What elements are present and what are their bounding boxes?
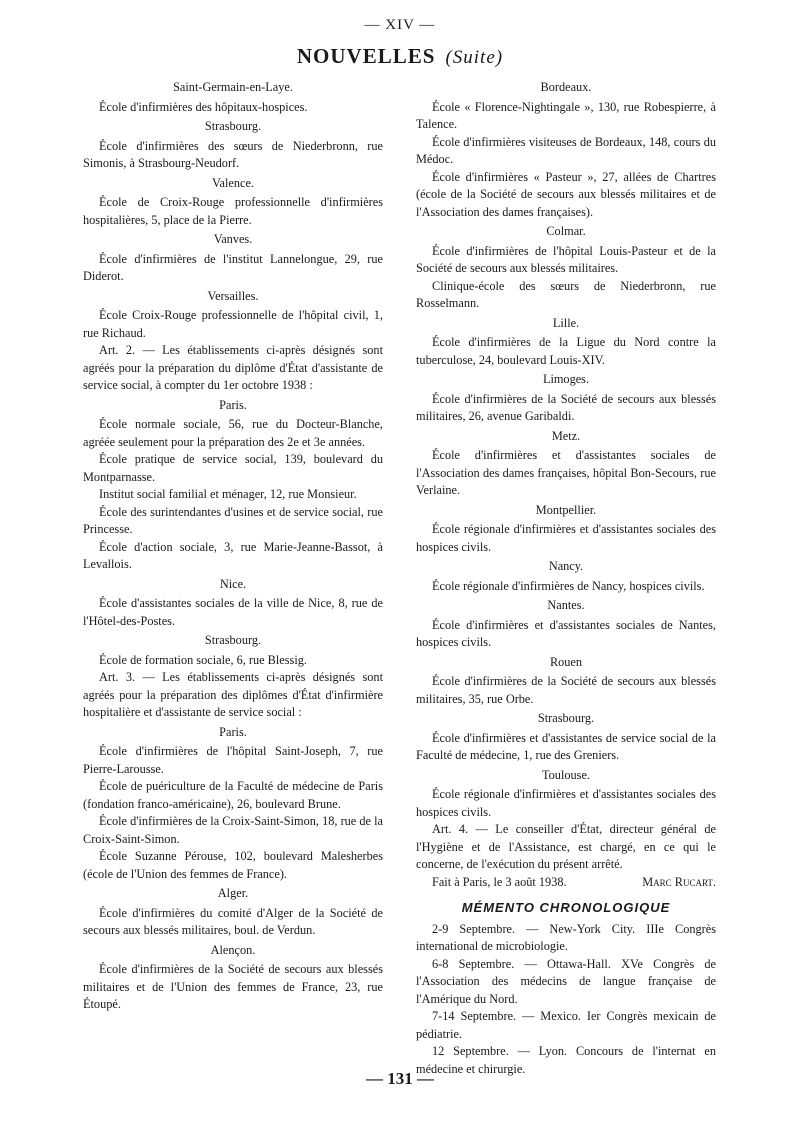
left-paragraph: École Suzanne Pérouse, 102, boulevard Malesherbes (école de l'Union des femmes de France). <box>83 849 383 881</box>
left-city-heading: Vanves. <box>213 232 253 246</box>
left-paragraph: École de formation sociale, 6, rue Blessig. <box>99 652 307 667</box>
right-paragraph: École régionale d'infirmières de Nancy, hospices civils. <box>432 578 705 593</box>
right-paragraph: École d'infirmières de l'hôpital Louis-Pasteur et de la Société de secours aux blessés militaires. <box>416 243 716 275</box>
right-paragraph: Clinique-école des sœurs de Niederbronn, rue Rosselmann. <box>416 278 716 310</box>
right-city-heading: Toulouse. <box>542 767 590 782</box>
left-paragraph: École pratique de service social, 139, boulevard du Montparnasse. <box>83 452 383 484</box>
right-city-heading: Rouen <box>549 654 583 669</box>
right-paragraph: École « Florence-Nightingale », 130, rue Robespierre, à Talence. <box>416 99 716 131</box>
right-city-heading: Nancy. <box>548 559 584 573</box>
left-city-heading: Paris. <box>219 724 247 739</box>
right-paragraph: École d'infirmières visiteuses de Bordeaux, 148, cours du Médoc. <box>416 134 716 166</box>
right-city-heading: Strasbourg. <box>537 711 595 725</box>
right-column-body <box>416 79 716 874</box>
right-paragraph: École d'infirmières de la Ligue du Nord contre la tuberculose, 24, boulevard Louis-XIV. <box>416 335 716 367</box>
left-paragraph: École de puériculture de la Faculté de médecine de Paris (fondation franco-américaine), 26, boulevard Brune. <box>83 779 383 811</box>
right-column <box>416 77 716 1078</box>
right-paragraph: École d'infirmières et d'assistantes sociales de Nantes, hospices civils. <box>416 617 716 649</box>
right-city-heading: Lille. <box>552 315 580 330</box>
right-paragraph: École d'infirmières et d'assistantes sociales de l'Association des dames françaises, hôpital Bon-Secours, rue Verlaine. <box>416 448 716 497</box>
left-city-heading: Valence. <box>212 175 254 190</box>
left-paragraph: Institut social familial et ménager, 12, rue Monsieur. <box>99 487 357 501</box>
left-city-heading: Alençon. <box>210 942 256 957</box>
memento-item: 2-9 Septembre. — New-York City. IIIe Congrès international de microbiologie. <box>416 921 716 953</box>
left-paragraph: École d'infirmières du comité d'Alger de la Société de secours aux blessés militaires, boul. de Verdun. <box>83 905 383 937</box>
memento-item: 12 Septembre. — Lyon. Concours de l'internat en médecine et chirurgie. <box>416 1044 716 1076</box>
left-city-heading: Strasbourg. <box>204 119 262 133</box>
left-city-heading: Paris. <box>219 397 247 412</box>
left-paragraph: École d'action sociale, 3, rue Marie-Jeanne-Bassot, à Levallois. <box>83 539 383 571</box>
left-city-heading: Versailles. <box>207 288 259 303</box>
left-city-heading: Alger. <box>217 886 249 900</box>
page-title <box>0 44 800 69</box>
right-city-heading: Montpellier. <box>535 502 597 517</box>
left-column <box>83 77 383 1014</box>
memento-title: MÉMENTO CHRONOLOGIQUE <box>461 900 671 915</box>
left-paragraph: Art. 3. — Les établissements ci-après désignés sont agréés pour la préparation des diplômes d'État d'infirmière hospitalière et d'assistante de service social : <box>83 670 383 719</box>
left-city-heading: Saint-Germain-en-Laye. <box>173 80 293 94</box>
left-paragraph: École d'assistantes sociales de la ville de Nice, 8, rue de l'Hôtel-des-Postes. <box>83 596 383 628</box>
left-paragraph: École d'infirmières de l'hôpital Saint-Joseph, 7, rue Pierre-Larousse. <box>83 744 383 776</box>
right-city-heading: Metz. <box>551 428 581 443</box>
left-paragraph: École d'infirmières des hôpitaux-hospices. <box>99 99 308 114</box>
right-paragraph: École d'infirmières de la Société de secours aux blessés militaires, 26, avenue Garibaldi. <box>416 391 716 423</box>
signoff-signature: Marc Rucart. <box>642 874 716 889</box>
left-paragraph: École d'infirmières de la Société de secours aux blessés militaires et de l'Union des femmes de France, 23, rue Étoupé. <box>83 962 383 1011</box>
left-paragraph: École des surintendantes d'usines et de service social, rue Princesse. <box>83 504 383 536</box>
right-paragraph: École d'infirmières « Pasteur », 27, allées de Chartres (école de la Société de secours aux blessés militaires et de l'Association des dames françaises). <box>416 169 716 219</box>
left-paragraph: École d'infirmières de l'institut Lannelongue, 29, rue Diderot. <box>83 251 383 283</box>
left-paragraph: École de Croix-Rouge professionnelle d'infirmières hospitalières, 5, place de la Pierre. <box>83 195 383 227</box>
left-city-heading: Strasbourg. <box>204 633 262 647</box>
page-roman-numeral: — XIV — <box>364 17 436 33</box>
right-paragraph: École régionale d'infirmières et d'assistantes sociales des hospices civils. <box>416 522 716 554</box>
right-city-heading: Nantes. <box>547 598 585 612</box>
left-paragraph: École Croix-Rouge professionnelle de l'hôpital civil, 1, rue Richaud. <box>83 308 383 340</box>
left-paragraph: École normale sociale, 56, rue du Docteur-Blanche, agréée seulement pour la préparation des 2e et 3e années. <box>83 417 383 449</box>
title-suite: (Suite) <box>445 47 504 68</box>
left-city-heading: Nice. <box>219 576 247 591</box>
right-city-heading: Bordeaux. <box>540 80 592 94</box>
memento-item: 7-14 Septembre. — Mexico. Ier Congrès mexicain de pédiatrie. <box>416 1009 716 1041</box>
right-paragraph: École régionale d'infirmières et d'assistantes sociales des hospices civils. <box>416 787 716 819</box>
page-number: — 131 — <box>366 1069 434 1088</box>
signoff-place-date: Fait à Paris, le 3 août 1938. <box>432 874 567 889</box>
left-paragraph: École d'infirmières des sœurs de Niederbronn, rue Simonis, à Strasbourg-Neudorf. <box>83 138 383 170</box>
right-paragraph: École d'infirmières de la Société de secours aux blessés militaires, 35, rue Orbe. <box>416 674 716 706</box>
memento-item: 6-8 Septembre. — Ottawa-Hall. XVe Congrès de l'Association des médecins de langue française de l'Amérique du Nord. <box>416 956 716 1006</box>
signoff <box>416 874 716 892</box>
right-paragraph: Art. 4. — Le conseiller d'État, directeur général de l'Hygiène et de l'Assistance, est chargé, en ce qui le concerne, de l'exécution du présent arrêté. <box>416 822 716 871</box>
memento-list <box>416 921 716 1079</box>
title-text: NOUVELLES <box>296 44 436 68</box>
right-city-heading: Limoges. <box>542 372 590 386</box>
left-paragraph: Art. 2. — Les établissements ci-après désignés sont agréés pour la préparation du diplôme d'État d'assistante de service social, à compter du 1er octobre 1938 : <box>83 343 383 392</box>
right-city-heading: Colmar. <box>546 224 586 238</box>
left-paragraph: École d'infirmières de la Croix-Saint-Simon, 18, rue de la Croix-Saint-Simon. <box>83 814 383 846</box>
right-paragraph: École d'infirmières et d'assistantes de service social de la Faculté de médecine, 1, rue des Greniers. <box>416 730 716 762</box>
